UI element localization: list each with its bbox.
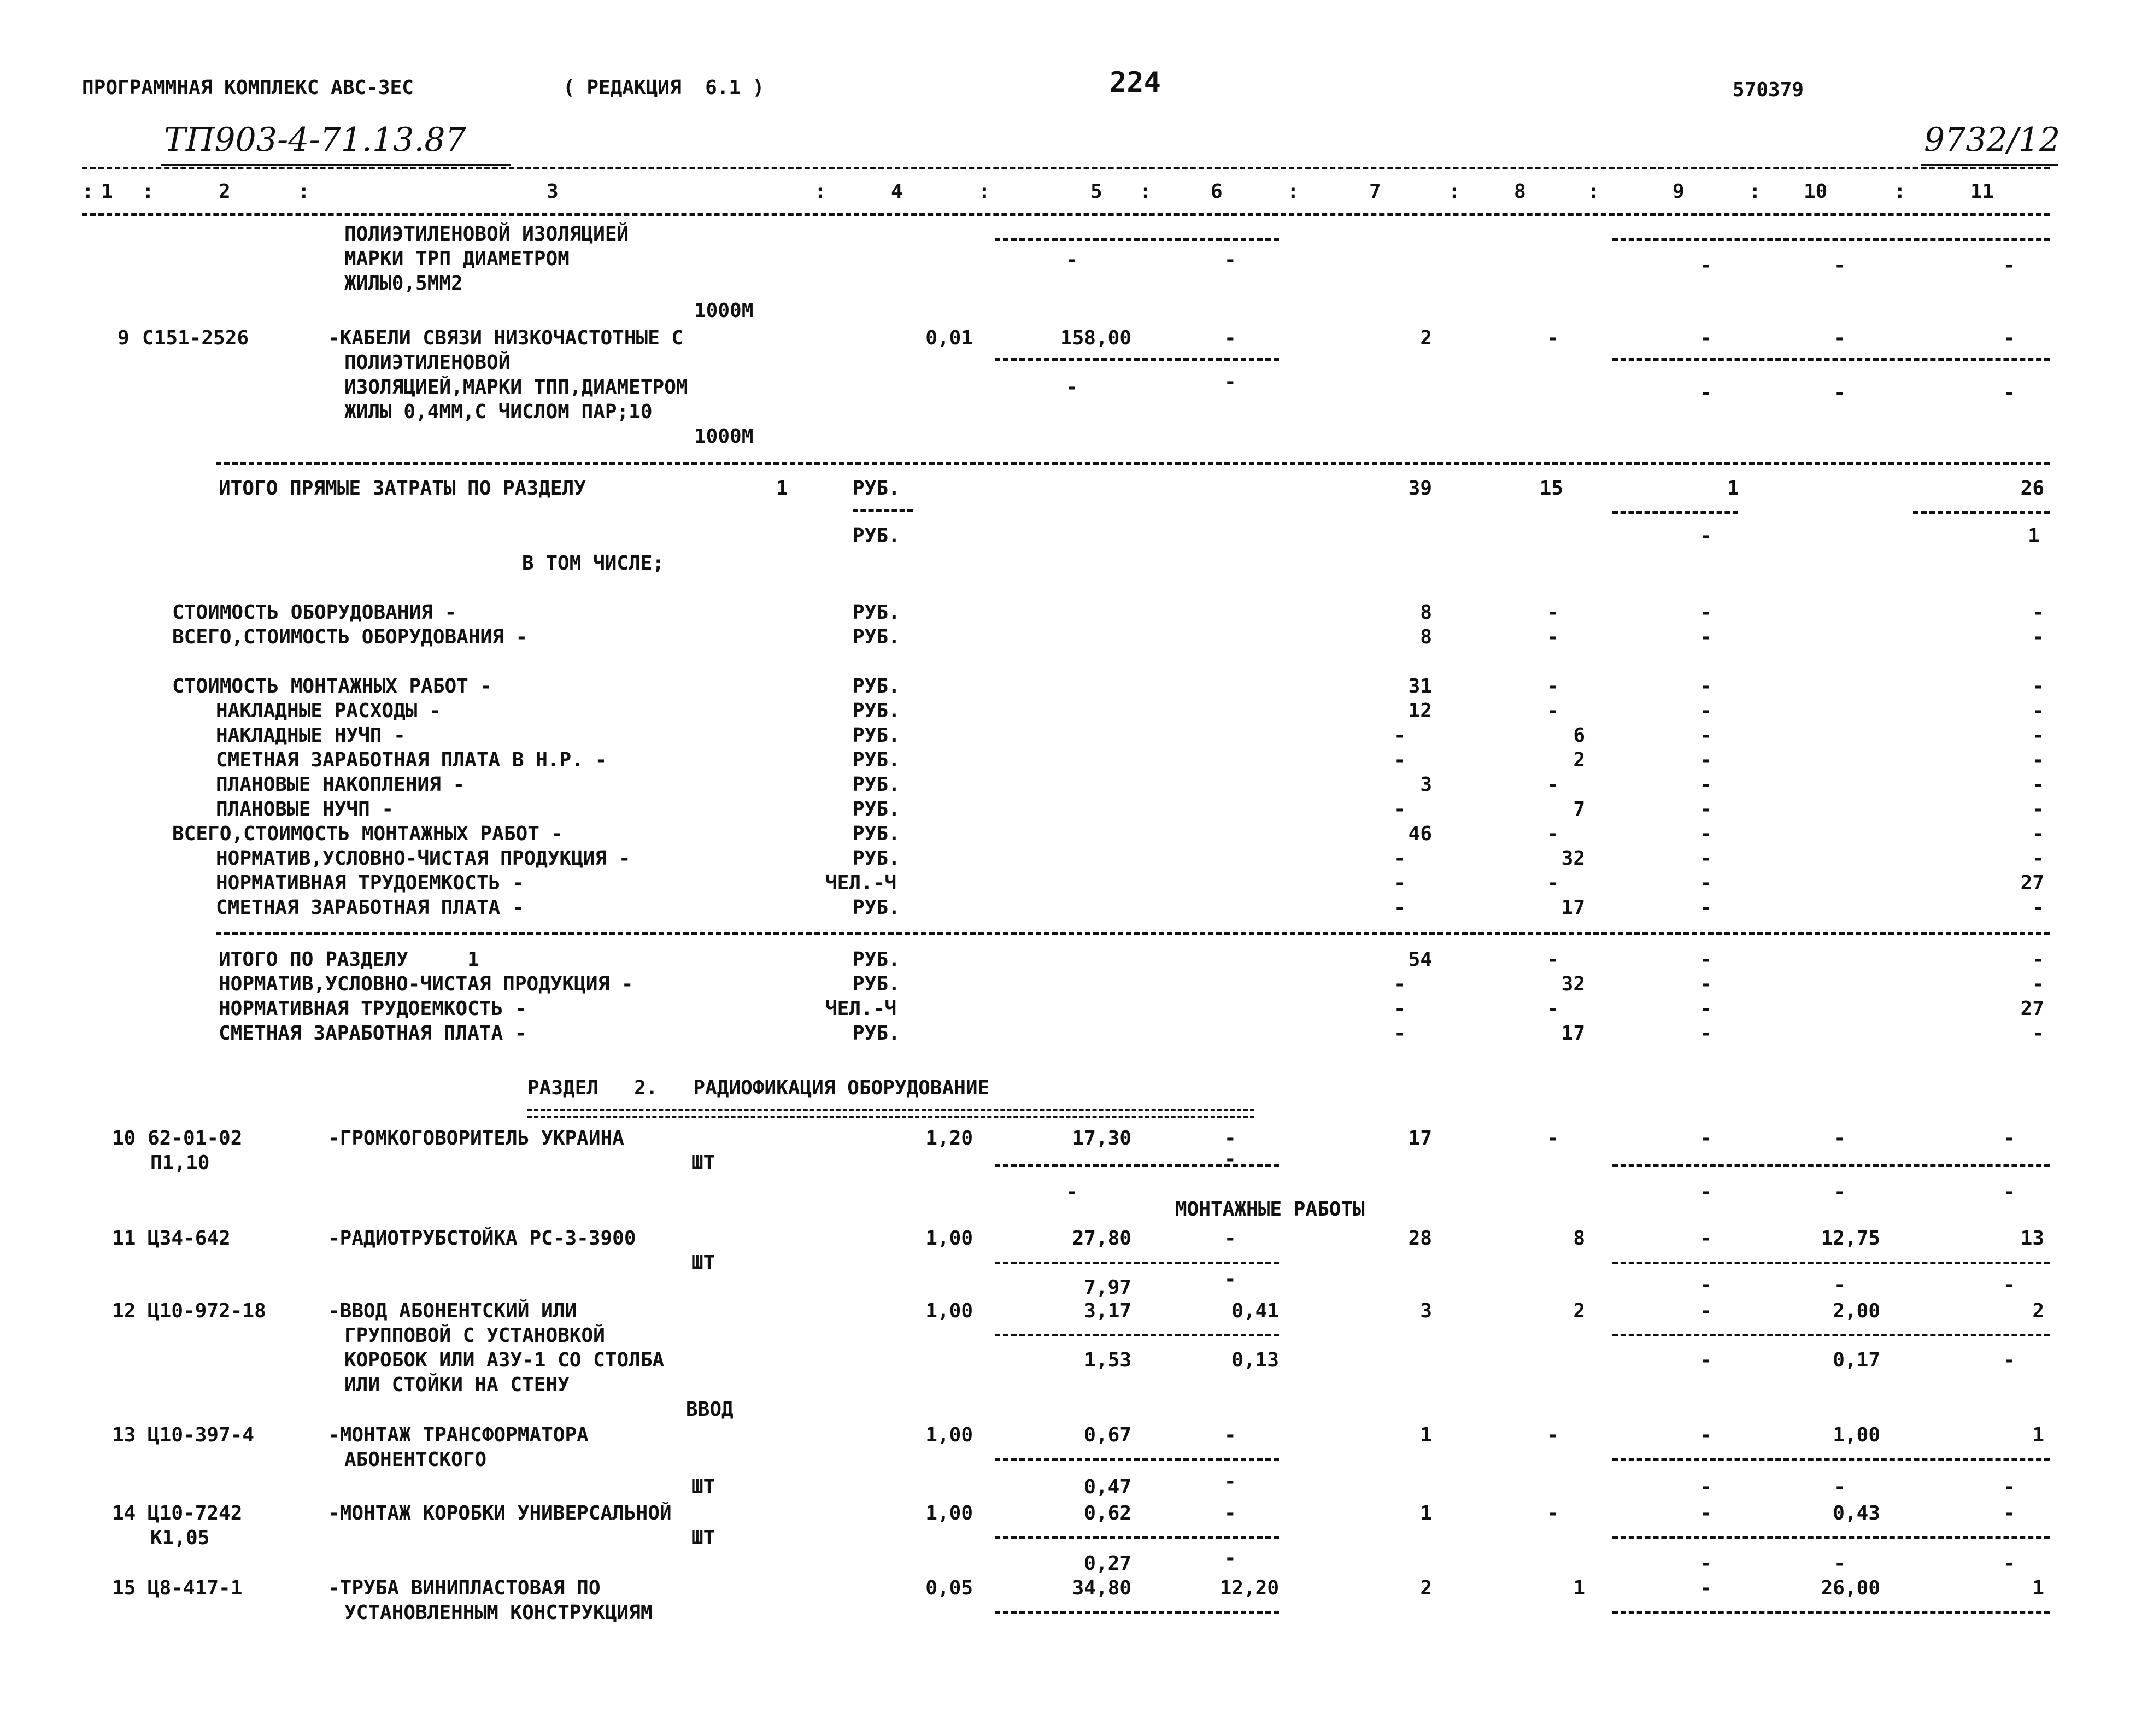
- table-cell: 12,75: [1821, 1227, 1880, 1250]
- table-cell: 8: [1420, 601, 1432, 624]
- top-item-unit: 1000М: [694, 300, 754, 322]
- list-item: ПЛАНОВЫЕ НУЧП -: [216, 798, 394, 820]
- table-cell: -: [1834, 1274, 1846, 1296]
- item-code: Ц10-972-18: [148, 1300, 266, 1322]
- col-7: 7: [1369, 180, 1381, 203]
- table-cell: -: [1394, 872, 1406, 894]
- table-cell: -: [1394, 1022, 1406, 1045]
- list-item: СМЕТНАЯ ЗАРАБОТНАЯ ПЛАТА В Н.Р. -: [216, 749, 607, 771]
- handwritten-project-number: ТП903-4-71.13.87: [164, 121, 466, 159]
- dashed-rule: [1612, 1334, 2050, 1336]
- list-item: НОРМАТИВНАЯ ТРУДОЕМКОСТЬ -: [219, 998, 527, 1020]
- table-cell: РУБ.: [853, 798, 900, 820]
- table-cell: РУБ.: [853, 724, 900, 747]
- table-cell: -: [2003, 1274, 2015, 1296]
- table-cell: 0,05: [925, 1577, 973, 1599]
- program-name: ПРОГРАММНАЯ КОМПЛЕКС АВС-ЗЕС: [82, 77, 414, 99]
- table-cell: 1,00: [925, 1424, 973, 1446]
- table-cell: -: [1224, 1470, 1236, 1493]
- total-direct-unit: РУБ.: [853, 477, 900, 500]
- col-4: 4: [891, 180, 903, 203]
- table-cell: -: [1547, 773, 1559, 796]
- table-cell: -: [2032, 749, 2044, 771]
- item-desc-2: ПОЛИЭТИЛЕНОВОЙ: [344, 351, 511, 374]
- table-cell: 0,62: [1084, 1502, 1131, 1524]
- table-cell: -: [1700, 773, 1712, 796]
- section-2-underline: [527, 1109, 1254, 1118]
- table-cell: -: [1066, 1181, 1078, 1203]
- list-item: НОРМАТИВ,УСЛОВНО-ЧИСТАЯ ПРОДУКЦИЯ -: [216, 847, 631, 870]
- total-direct-label: ИТОГО ПРЯМЫЕ ЗАТРАТЫ ПО РАЗДЕЛУ: [219, 477, 586, 500]
- item-code: Ц8-417-1: [148, 1577, 243, 1599]
- table-cell: РУБ.: [853, 896, 900, 919]
- table-cell: ЧЕЛ.-Ч: [825, 998, 897, 1020]
- table-cell: -: [2003, 1181, 2015, 1203]
- handwritten-underline-2: [1921, 164, 2058, 166]
- table-cell: ЧЕЛ.-Ч: [825, 872, 897, 894]
- item-code: Ц34-642: [148, 1227, 231, 1250]
- table-cell: РУБ.: [853, 700, 900, 722]
- table-cell: 0,41: [1231, 1300, 1279, 1322]
- table-cell: -: [1700, 872, 1712, 894]
- item-number: 11: [112, 1227, 136, 1250]
- table-cell: -: [2003, 1127, 2015, 1149]
- col-2: 2: [219, 180, 231, 203]
- section-total-rule: [216, 932, 2050, 935]
- table-cell: :: [1588, 180, 1600, 203]
- total-direct-c9: 1: [1727, 477, 1739, 500]
- table-cell: -: [1394, 896, 1406, 919]
- table-cell: 1,00: [925, 1300, 973, 1322]
- item-number: 14: [112, 1502, 136, 1524]
- dashed-rule: [1913, 511, 2050, 514]
- table-cell: 1,20: [925, 1127, 973, 1149]
- dashed-rule: [1612, 1262, 2050, 1264]
- table-cell: -: [1547, 998, 1559, 1020]
- table-cell: 1: [1420, 1502, 1432, 1524]
- table-cell: 27: [2020, 998, 2044, 1020]
- col-11: 11: [1970, 180, 1994, 203]
- dashed-rule: [1612, 1458, 2050, 1461]
- table-cell: -: [2032, 626, 2044, 648]
- item-unit: ВВОД: [686, 1398, 734, 1421]
- item-c9: -: [1700, 327, 1712, 349]
- table-cell: -: [1224, 1502, 1236, 1524]
- item-desc-4: ИЛИ СТОЙКИ НА СТЕНУ: [344, 1374, 570, 1396]
- col-3: 3: [547, 180, 559, 203]
- table-cell: 26,00: [1821, 1577, 1880, 1599]
- list-item: ПЛАНОВЫЕ НАКОПЛЕНИЯ -: [216, 773, 465, 796]
- col-10: 10: [1804, 180, 1828, 203]
- table-cell: 1: [1420, 1424, 1432, 1446]
- item-c7: 2: [1420, 327, 1432, 349]
- col-1: 1: [101, 180, 113, 203]
- total-direct-c7: 39: [1408, 477, 1432, 500]
- item-c11b: -: [2003, 382, 2015, 404]
- item-code: 62-01-02: [148, 1127, 243, 1149]
- item-desc-2: АБОНЕНТСКОГО: [344, 1448, 487, 1471]
- table-cell: -: [1700, 1181, 1712, 1203]
- item-desc-1: -ВВОД АБОНЕНТСКИЙ ИЛИ: [328, 1300, 577, 1322]
- total-direct-c11b: 1: [2028, 525, 2040, 547]
- table-cell: -: [1700, 1552, 1712, 1575]
- col-8: 8: [1514, 180, 1526, 203]
- table-cell: -: [1394, 998, 1406, 1020]
- table-cell: -: [1834, 1552, 1846, 1575]
- table-cell: РУБ.: [853, 773, 900, 796]
- section-2-title: РАЗДЕЛ 2. РАДИОФИКАЦИЯ ОБОРУДОВАНИЕ: [527, 1077, 990, 1099]
- table-cell: -: [2032, 601, 2044, 624]
- table-cell: 2: [1420, 1577, 1432, 1599]
- table-cell: РУБ.: [853, 948, 900, 971]
- table-cell: РУБ.: [853, 973, 900, 995]
- table-cell: -: [1700, 896, 1712, 919]
- table-cell: 1: [2032, 1424, 2044, 1446]
- table-cell: -: [1224, 1148, 1236, 1170]
- item-desc-2: УСТАНОВЛЕННЫМ КОНСТРУКЦИЯМ: [344, 1602, 653, 1624]
- page-number: 224: [1110, 66, 1161, 99]
- table-cell: :: [1287, 180, 1299, 203]
- table-cell: 0,67: [1084, 1424, 1131, 1446]
- table-cell: -: [2032, 896, 2044, 919]
- total-direct-c9b: -: [1700, 525, 1712, 547]
- table-cell: -: [1700, 749, 1712, 771]
- list-item: СМЕТНАЯ ЗАРАБОТНАЯ ПЛАТА -: [219, 1022, 527, 1045]
- table-cell: :: [1894, 180, 1906, 203]
- table-cell: 1: [1573, 1577, 1585, 1599]
- table-cell: -: [1547, 1424, 1559, 1446]
- table-cell: -: [2032, 847, 2044, 870]
- list-item: НАКЛАДНЫЕ РАСХОДЫ -: [216, 700, 441, 722]
- item-unit: ШТ: [691, 1476, 715, 1498]
- table-cell: :: [142, 180, 154, 203]
- table-cell: -: [2003, 1349, 2015, 1371]
- item-c6: -: [1224, 327, 1236, 349]
- table-cell: 1,53: [1084, 1349, 1131, 1371]
- table-cell: 17: [1408, 1127, 1432, 1149]
- table-cell: -: [1224, 1424, 1236, 1446]
- list-item: СМЕТНАЯ ЗАРАБОТНАЯ ПЛАТА -: [216, 896, 524, 919]
- table-cell: -: [1394, 847, 1406, 870]
- item-desc-1: -ТРУБА ВИНИПЛАСТОВАЯ ПО: [328, 1577, 601, 1599]
- dashed-rule: [853, 509, 913, 512]
- table-cell: -: [2032, 1022, 2044, 1045]
- table-cell: -: [1700, 948, 1712, 971]
- table-cell: -: [1394, 973, 1406, 995]
- including-heading: В ТОМ ЧИСЛЕ;: [522, 552, 665, 574]
- table-cell: -: [2003, 1476, 2015, 1498]
- table-cell: -: [1700, 1577, 1712, 1599]
- table-cell: -: [1700, 724, 1712, 747]
- header-rule: [82, 167, 2050, 169]
- total-direct-c11: 26: [2020, 477, 2044, 500]
- column-header-rule: [82, 213, 2050, 216]
- item-number: 15: [112, 1577, 136, 1599]
- item-desc: -РАДИОТРУБСТОЙКА РС-3-3900: [328, 1227, 636, 1250]
- dashed-rule: [995, 1164, 1279, 1167]
- table-cell: -: [1547, 601, 1559, 624]
- dashed-rule: [1612, 358, 2050, 361]
- table-cell: :: [1140, 180, 1152, 203]
- item-unit: ШТ: [691, 1252, 715, 1274]
- dashed-rule: [1612, 238, 2050, 241]
- table-cell: -: [2032, 773, 2044, 796]
- table-cell: -: [1394, 724, 1406, 747]
- table-cell: -: [1700, 601, 1712, 624]
- item-c8: -: [1547, 327, 1559, 349]
- item-desc-4: ЖИЛЫ 0,4ММ,С ЧИСЛОМ ПАР;10: [344, 401, 653, 423]
- table-cell: 32: [1561, 973, 1585, 995]
- list-item: ВСЕГО,СТОИМОСТЬ МОНТАЖНЫХ РАБОТ -: [172, 823, 564, 845]
- list-item: НОРМАТИВ,УСЛОВНО-ЧИСТАЯ ПРОДУКЦИЯ -: [219, 973, 633, 995]
- table-cell: -: [1700, 1349, 1712, 1371]
- document-code: 570379: [1733, 79, 1804, 101]
- table-cell: -: [1700, 998, 1712, 1020]
- table-cell: 3,17: [1084, 1300, 1131, 1322]
- table-cell: -: [1700, 1502, 1712, 1524]
- table-cell: :: [1749, 180, 1761, 203]
- table-cell: 13: [2020, 1227, 2044, 1250]
- table-cell: 2,00: [1833, 1300, 1880, 1322]
- item-c10b: -: [1834, 382, 1846, 404]
- dashed-rule: [1612, 511, 1738, 514]
- dashed-rule: [995, 1262, 1279, 1264]
- table-cell: 2: [1573, 1300, 1585, 1322]
- table-cell: -: [1224, 1127, 1236, 1149]
- table-cell: -: [1700, 973, 1712, 995]
- table-cell: -: [1700, 1274, 1712, 1296]
- table-cell: -: [1394, 749, 1406, 771]
- table-cell: -: [1547, 700, 1559, 722]
- table-cell: РУБ.: [853, 1022, 900, 1045]
- table-cell: -: [1700, 700, 1712, 722]
- table-cell: -: [1834, 1181, 1846, 1203]
- top-item-line-2: МАРКИ ТРП ДИАМЕТРОМ: [344, 248, 570, 270]
- table-cell: 27: [2020, 872, 2044, 894]
- col-5: 5: [1090, 180, 1102, 203]
- item-c6b: -: [1224, 371, 1236, 393]
- list-item: НОРМАТИВНАЯ ТРУДОЕМКОСТЬ -: [216, 872, 524, 894]
- item-desc-3: КОРОБОК ИЛИ АЗУ-1 СО СТОЛБА: [344, 1349, 665, 1371]
- edition: ( РЕДАКЦИЯ 6.1 ): [563, 77, 765, 99]
- table-cell: 3: [1420, 1300, 1432, 1322]
- table-cell: 2: [1573, 749, 1585, 771]
- table-cell: 32: [1561, 847, 1585, 870]
- item-c4: 0,01: [925, 327, 973, 349]
- top-item-c6b: -: [1224, 249, 1236, 271]
- table-cell: 46: [1408, 823, 1432, 845]
- table-cell: -: [1700, 1476, 1712, 1498]
- table-cell: -: [1224, 1227, 1236, 1250]
- table-cell: :: [978, 180, 990, 203]
- table-cell: 28: [1408, 1227, 1432, 1250]
- table-cell: -: [1700, 1424, 1712, 1446]
- table-cell: РУБ.: [853, 847, 900, 870]
- top-item-c11b: -: [2003, 254, 2015, 277]
- total-direct-unit-2: РУБ.: [853, 525, 900, 547]
- table-cell: -: [1700, 823, 1712, 845]
- total-direct-section: 1: [776, 477, 788, 500]
- table-cell: -: [1700, 847, 1712, 870]
- dashed-rule: [1612, 1536, 2050, 1539]
- top-item-c9b: -: [1700, 254, 1712, 277]
- item-c5b: -: [1066, 376, 1078, 398]
- table-cell: 17: [1561, 896, 1585, 919]
- item-desc-3: ИЗОЛЯЦИЕЙ,МАРКИ ТПП,ДИАМЕТРОМ: [344, 376, 688, 398]
- table-cell: 8: [1573, 1227, 1585, 1250]
- table-cell: 1,00: [1833, 1424, 1880, 1446]
- dashed-rule: [995, 1611, 1279, 1614]
- col-6: 6: [1211, 180, 1223, 203]
- list-item: ВСЕГО,СТОИМОСТЬ ОБОРУДОВАНИЯ -: [172, 626, 528, 648]
- item-code: Ц10-397-4: [148, 1424, 255, 1446]
- item-unit: ШТ: [691, 1152, 715, 1174]
- section-rule: [216, 462, 2050, 465]
- list-item: СТОИМОСТЬ МОНТАЖНЫХ РАБОТ -: [172, 675, 492, 697]
- table-cell: РУБ.: [853, 823, 900, 845]
- table-cell: :: [82, 180, 94, 203]
- table-cell: 34,80: [1072, 1577, 1131, 1599]
- table-cell: РУБ.: [853, 749, 900, 771]
- table-cell: РУБ.: [853, 626, 900, 648]
- table-cell: РУБ.: [853, 675, 900, 697]
- table-cell: -: [2032, 798, 2044, 820]
- table-cell: 1,00: [925, 1502, 973, 1524]
- item-c10: -: [1834, 327, 1846, 349]
- table-cell: 2: [2032, 1300, 2044, 1322]
- table-cell: :: [1448, 180, 1460, 203]
- item-code-2: П1,10: [150, 1152, 210, 1174]
- table-cell: 12,20: [1219, 1577, 1279, 1599]
- dashed-rule: [1612, 1164, 2050, 1167]
- table-cell: 0,13: [1231, 1349, 1279, 1371]
- item-c5: 158,00: [1060, 327, 1131, 349]
- item-desc-1: -КАБЕЛИ СВЯЗИ НИЗКОЧАСТОТНЫЕ С: [328, 327, 684, 349]
- table-cell: 6: [1573, 724, 1585, 747]
- table-cell: -: [1547, 1502, 1559, 1524]
- dashed-rule: [995, 1334, 1279, 1336]
- table-cell: -: [1700, 626, 1712, 648]
- table-cell: -: [1834, 1476, 1846, 1498]
- top-item-line-1: ПОЛИЭТИЛЕНОВОЙ ИЗОЛЯЦИЕЙ: [344, 223, 629, 245]
- table-cell: -: [2032, 700, 2044, 722]
- item-code-2: К1,05: [150, 1527, 210, 1549]
- table-cell: 17,30: [1072, 1127, 1131, 1149]
- table-cell: 7: [1573, 798, 1585, 820]
- table-cell: -: [1224, 1268, 1236, 1291]
- table-cell: -: [2032, 724, 2044, 747]
- item-desc: -ГРОМКОГОВОРИТЕЛЬ УКРАИНА: [328, 1127, 624, 1149]
- item-desc-2: ГРУППОВОЙ С УСТАНОВКОЙ: [344, 1324, 605, 1347]
- table-cell: -: [2032, 823, 2044, 845]
- table-cell: 8: [1420, 626, 1432, 648]
- handwritten-sheet-number: 9732/12: [1924, 121, 2061, 159]
- total-direct-c8: 15: [1539, 477, 1563, 500]
- table-cell: 0,43: [1833, 1502, 1880, 1524]
- table-cell: 1: [2032, 1577, 2044, 1599]
- item-number: 12: [112, 1300, 136, 1322]
- table-cell: РУБ.: [853, 601, 900, 624]
- table-cell: :: [298, 180, 310, 203]
- table-cell: 0,27: [1084, 1552, 1131, 1575]
- top-item-line-3: ЖИЛЫ0,5ММ2: [344, 272, 463, 295]
- table-cell: -: [1547, 823, 1559, 845]
- dashed-rule: [1612, 1611, 2050, 1614]
- dashed-rule: [995, 1536, 1279, 1539]
- item-number: 9: [118, 327, 130, 349]
- table-cell: -: [2003, 1502, 2015, 1524]
- table-cell: -: [1547, 1127, 1559, 1149]
- item-desc: -МОНТАЖ КОРОБКИ УНИВЕРСАЛЬНОЙ: [328, 1502, 672, 1524]
- table-cell: -: [1394, 798, 1406, 820]
- item-number: 10: [112, 1127, 136, 1149]
- installation-works-label: МОНТАЖНЫЕ РАБОТЫ: [1175, 1198, 1365, 1221]
- table-cell: 0,47: [1084, 1476, 1131, 1498]
- item-unit: 1000М: [694, 425, 754, 448]
- table-cell: -: [2003, 1552, 2015, 1575]
- table-cell: -: [1547, 872, 1559, 894]
- table-cell: 31: [1408, 675, 1432, 697]
- table-cell: -: [1700, 1227, 1712, 1250]
- table-cell: -: [1700, 1022, 1712, 1045]
- item-c9b: -: [1700, 382, 1712, 404]
- table-cell: :: [814, 180, 826, 203]
- table-cell: -: [2032, 675, 2044, 697]
- table-cell: 17: [1561, 1022, 1585, 1045]
- item-unit: ШТ: [691, 1527, 715, 1549]
- item-desc-1: -МОНТАЖ ТРАНСФОРМАТОРА: [328, 1424, 589, 1446]
- table-cell: -: [1224, 1547, 1236, 1569]
- table-cell: -: [1547, 675, 1559, 697]
- table-cell: -: [2032, 948, 2044, 971]
- item-c11: -: [2003, 327, 2015, 349]
- dashed-rule: [995, 238, 1279, 241]
- table-cell: 3: [1420, 773, 1432, 796]
- table-cell: 1,00: [925, 1227, 973, 1250]
- item-code: Ц10-7242: [148, 1502, 243, 1524]
- list-item: ИТОГО ПО РАЗДЕЛУ 1: [219, 948, 479, 971]
- dashed-rule: [995, 358, 1279, 361]
- table-cell: -: [1547, 626, 1559, 648]
- top-item-c5b: -: [1066, 249, 1078, 271]
- table-cell: -: [1547, 948, 1559, 971]
- table-cell: -: [2032, 973, 2044, 995]
- table-cell: 27,80: [1072, 1227, 1131, 1250]
- handwritten-underline: [161, 164, 511, 166]
- table-cell: -: [1834, 1127, 1846, 1149]
- table-cell: 7,97: [1084, 1276, 1131, 1299]
- list-item: СТОИМОСТЬ ОБОРУДОВАНИЯ -: [172, 601, 457, 624]
- table-cell: 0,17: [1833, 1349, 1880, 1371]
- table-cell: -: [1700, 798, 1712, 820]
- table-cell: 12: [1408, 700, 1432, 722]
- table-cell: 54: [1408, 948, 1432, 971]
- dashed-rule: [995, 1458, 1279, 1461]
- table-cell: -: [1700, 675, 1712, 697]
- item-number: 13: [112, 1424, 136, 1446]
- item-code: С151-2526: [142, 327, 249, 349]
- col-9: 9: [1673, 180, 1685, 203]
- table-cell: -: [1700, 1300, 1712, 1322]
- table-cell: -: [1700, 1127, 1712, 1149]
- top-item-c10b: -: [1834, 254, 1846, 277]
- list-item: НАКЛАДНЫЕ НУЧП -: [216, 724, 406, 747]
